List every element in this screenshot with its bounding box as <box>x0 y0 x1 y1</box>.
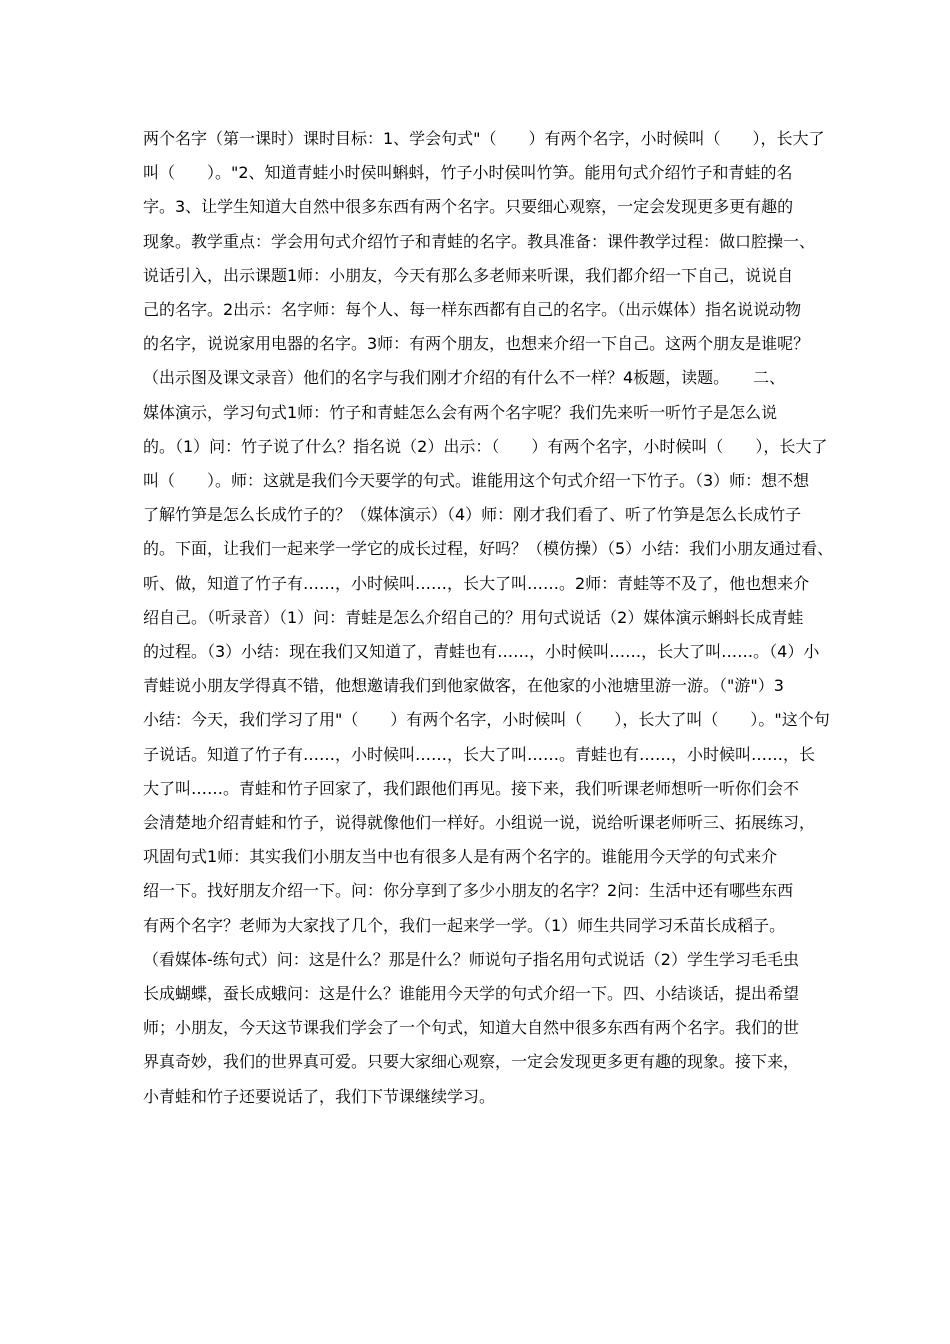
text-line: 有两个名字？老师为大家找了几个，我们一起来学一学。（1）师生共同学习禾苗长成稻子。 <box>143 915 786 935</box>
text-line: 了解竹笋是怎么长成竹子的？（媒体演示）（4）师：刚才我们看了、听了竹笋是怎么长成竹子 <box>143 505 802 525</box>
text-line: 现象。教学重点：学会用句式介绍竹子和青蛙的名字。教具准备：课件教学过程：做口腔操一、 <box>143 231 816 251</box>
text-line: 说话引入，出示课题1师：小朋友，今天有那么多老师来听课，我们都介绍一下自己，说说自 <box>143 265 794 285</box>
text-line: 叫（ ）。"2、知道青蛙小时侯叫蝌蚪，竹子小时侯叫竹笋。能用句式介绍竹子和青蛙的名 <box>143 163 793 183</box>
text-line: 师；小朋友，今天这节课我们学会了一个句式，知道大自然中很多东西有两个名字。我们的世 <box>143 1018 800 1038</box>
text-line: 绍一下。找好朋友介绍一下。问：你分享到了多少小朋友的名字？2问：生活中还有哪些东西 <box>143 881 794 901</box>
text-line: 绍自己。（听录音）（1）问：青蛙是怎么介绍自己的？用句式说话（2）媒体演示蝌蚪长成青蛙 <box>143 607 804 627</box>
text-line: 的。（1）问：竹子说了什么？指名说（2）出示：（ ）有两个名字，小时候叫（ ），长大了 <box>143 436 828 456</box>
text-line: 的过程。（3）小结：现在我们又知道了，青蛙也有……，小时候叫……，长大了叫……。（4）小 <box>143 642 820 662</box>
text-line: 两个名字（第一课时）课时目标：1、学会句式"（ ）有两个名字，小时候叫（ ），长大了 <box>143 129 825 148</box>
text-line: 己的名字。2出示：名字师：每个人、每一样东西都有自己的名字。（出示媒体）指名说说动物 <box>143 300 802 320</box>
text-line: 巩固句式1师：其实我们小朋友当中也有很多人是有两个名字的。谁能用今天学的句式来介 <box>143 847 778 867</box>
text-line: 叫（ ）。师：这就是我们今天要学的句式。谁能用这个句式介绍一下竹子。（3）师：想不想 <box>143 471 810 491</box>
text-line: 字。3、让学生知道大自然中很多东西有两个名字。只要细心观察，一定会发现更多更有趣的 <box>143 197 794 217</box>
text-line: 媒体演示，学习句式1师：竹子和青蛙怎么会有两个名字呢？我们先来听一听竹子是怎么说 <box>143 402 778 422</box>
text-line: 小青蛙和竹子还要说话了，我们下节课继续学习。 <box>143 1086 496 1106</box>
text-line: 子说话。知道了竹子有……，小时候叫……，长大了叫……。青蛙也有……，小时候叫……，长 <box>143 744 816 764</box>
text-line: 小结：今天，我们学习了用"（ ）有两个名字，小时候叫（ ），长大了叫（ ）。"这个句 <box>143 710 830 730</box>
text-line: 的名字，说说家用电器的名字。3师：有两个朋友，也想来介绍一下自己。这两个朋友是谁呢？ <box>143 334 810 354</box>
lesson-plan-text <box>143 122 834 1114</box>
text-line: 界真奇妙，我们的世界真可爱。只要大家细心观察，一定会发现更多更有趣的现象。接下来， <box>143 1052 800 1072</box>
text-line: （看媒体-练句式）问：这是什么？那是什么？师说句子指名用句式说话（2）学生学习毛毛虫 <box>143 949 799 969</box>
text-line: （出示图及课文录音）他们的名字与我们刚才介绍的有什么不一样？4板题，读题。 二、 <box>143 368 786 388</box>
text-line: 青蛙说小朋友学得真不错，他想邀请我们到他家做客，在他家的小池塘里游一游。（"游"）3 <box>143 676 784 696</box>
text-line: 的。下面，让我们一起来学一学它的成长过程，好吗？（模仿操）（5）小结：我们小朋友通过看、 <box>143 539 834 559</box>
text-line: 听、做，知道了竹子有……，小时候叫……，长大了叫……。2师：青蛙等不及了，他也想来介 <box>143 573 810 593</box>
text-line: 会清楚地介绍青蛙和竹子，说得就像他们一样好。小组说一说，说给听课老师听三、拓展练习， <box>143 813 816 833</box>
text-line: 大了叫……。青蛙和竹子回家了，我们跟他们再见。接下来，我们听课老师想听一听你们会不 <box>143 778 800 798</box>
text-line: 长成蝴蝶，蚕长成蛾问：这是什么？谁能用今天学的句式介绍一下。四、小结谈话，提出希望 <box>143 984 800 1004</box>
